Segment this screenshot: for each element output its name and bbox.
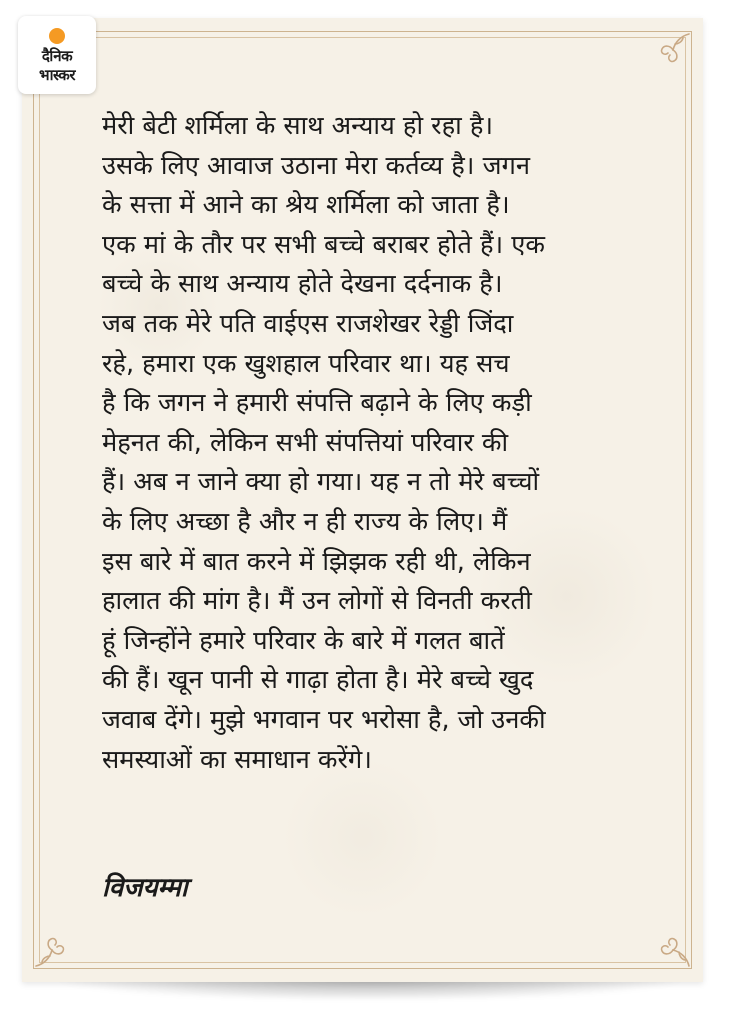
logo-text-line2: भास्कर: [39, 66, 75, 84]
corner-ornament-icon: [657, 32, 691, 66]
quote-line: जवाब देंगे। मुझे भगवान पर भरोसा है, जो उनकी: [102, 704, 546, 735]
quote-line: हालात की मांग है। मैं उन लोगों से विनती करती: [102, 586, 532, 617]
corner-ornament-icon: [34, 934, 68, 968]
quote-line: उसके लिए आवाज उठाना मेरा कर्तव्य है। जगन: [102, 150, 530, 181]
corner-ornament-icon: [657, 934, 691, 968]
quote-line: इस बारे में बात करने में झिझक रही थी, लेकिन: [102, 546, 531, 577]
quote-line: हूं जिन्होंने हमारे परिवार के बारे में गलत बातें: [102, 625, 505, 656]
quote-line: जब तक मेरे पति वाईएस राजशेखर रेड्डी जिंदा: [102, 308, 514, 339]
quote-line: मेरी बेटी शर्मिला के साथ अन्याय हो रहा है।: [102, 111, 494, 141]
quote-line: है कि जगन ने हमारी संपत्ति बढ़ाने के लिए कड़ी: [102, 388, 532, 419]
quote-line: बच्चे के साथ अन्याय होते देखना दर्दनाक है।: [102, 269, 503, 300]
quote-text: [102, 107, 642, 780]
logo-sun-icon: [49, 28, 65, 44]
quote-line: समस्याओं का समाधान करेंगे।: [102, 744, 372, 775]
quote-line: मेहनत की, लेकिन सभी संपत्तियां परिवार की: [102, 427, 509, 458]
quote-line: रहे, हमारा एक खुशहाल परिवार था। यह सच: [102, 348, 510, 379]
logo-text-line1: दैनिक: [41, 47, 73, 65]
quote-line: हैं। अब न जाने क्या हो गया। यह न तो मेरे बच्चों: [102, 467, 540, 498]
quote-line: एक मां के तौर पर सभी बच्चे बराबर होते हैं। एक: [102, 229, 545, 260]
quote-line: की हैं। खून पानी से गाढ़ा होता है। मेरे बच्चे खुद: [102, 665, 534, 696]
quote-line: के लिए अच्छा है और न ही राज्य के लिए। मैं: [102, 506, 508, 537]
author-signature: विजयम्मा: [102, 873, 188, 903]
quote-line: के सत्ता में आने का श्रेय शर्मिला को जाता है।: [102, 190, 510, 221]
dainik-bhaskar-logo: [18, 16, 96, 94]
